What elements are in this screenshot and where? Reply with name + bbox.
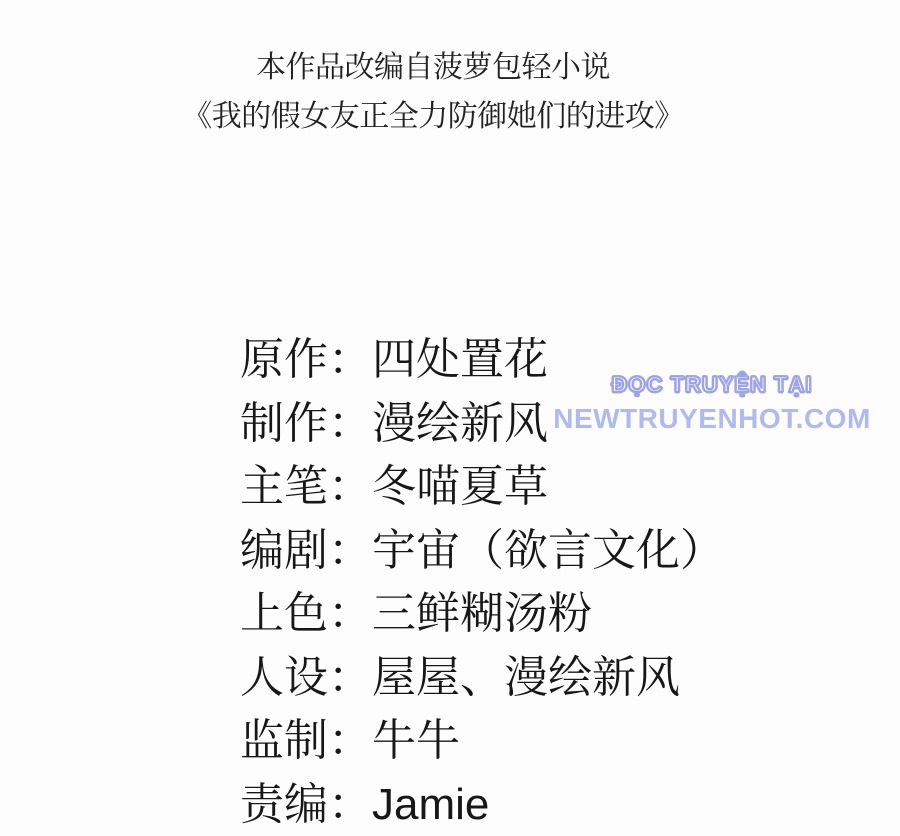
credit-name: Jamie — [372, 780, 489, 829]
credit-row-screenwriter — [240, 519, 724, 583]
credit-row-production — [240, 392, 724, 456]
credit-role: 主笔： — [240, 462, 372, 511]
credit-role: 制作： — [240, 399, 372, 448]
watermark-site-url: NEWTRUYENHOT.COM — [540, 402, 884, 436]
credit-role: 人设： — [240, 653, 372, 702]
credit-role: 原作： — [240, 335, 372, 384]
credit-name: 宇宙（欲言文化） — [372, 526, 724, 575]
watermark-tagline: ĐỌC TRUYỆN TẠI — [540, 372, 884, 398]
credit-role: 编剧： — [240, 526, 372, 575]
adaptation-notice — [0, 43, 883, 141]
adaptation-source-line: 本作品改编自菠萝包轻小说 — [0, 43, 883, 92]
credit-name: 三鲜糊汤粉 — [372, 589, 592, 638]
credit-name: 屋屋、漫绘新风 — [372, 653, 680, 702]
credit-row-supervisor — [240, 709, 724, 773]
credit-role: 上色： — [240, 589, 372, 638]
credit-name: 四处置花 — [372, 335, 548, 384]
credit-row-colorist — [240, 582, 724, 646]
credit-row-original-author — [240, 328, 724, 392]
credit-name: 冬喵夏草 — [372, 462, 548, 511]
credit-name: 牛牛 — [372, 716, 460, 765]
credit-name: 漫绘新风 — [372, 399, 548, 448]
credit-row-lead-artist — [240, 455, 724, 519]
credit-row-character-design — [240, 646, 724, 710]
credit-row-editor — [240, 773, 724, 836]
credit-role: 责编： — [240, 780, 372, 829]
credits-list — [240, 328, 724, 836]
credit-role: 监制： — [240, 716, 372, 765]
novel-title-line: 《我的假女友正全力防御她们的进攻》 — [0, 92, 883, 141]
